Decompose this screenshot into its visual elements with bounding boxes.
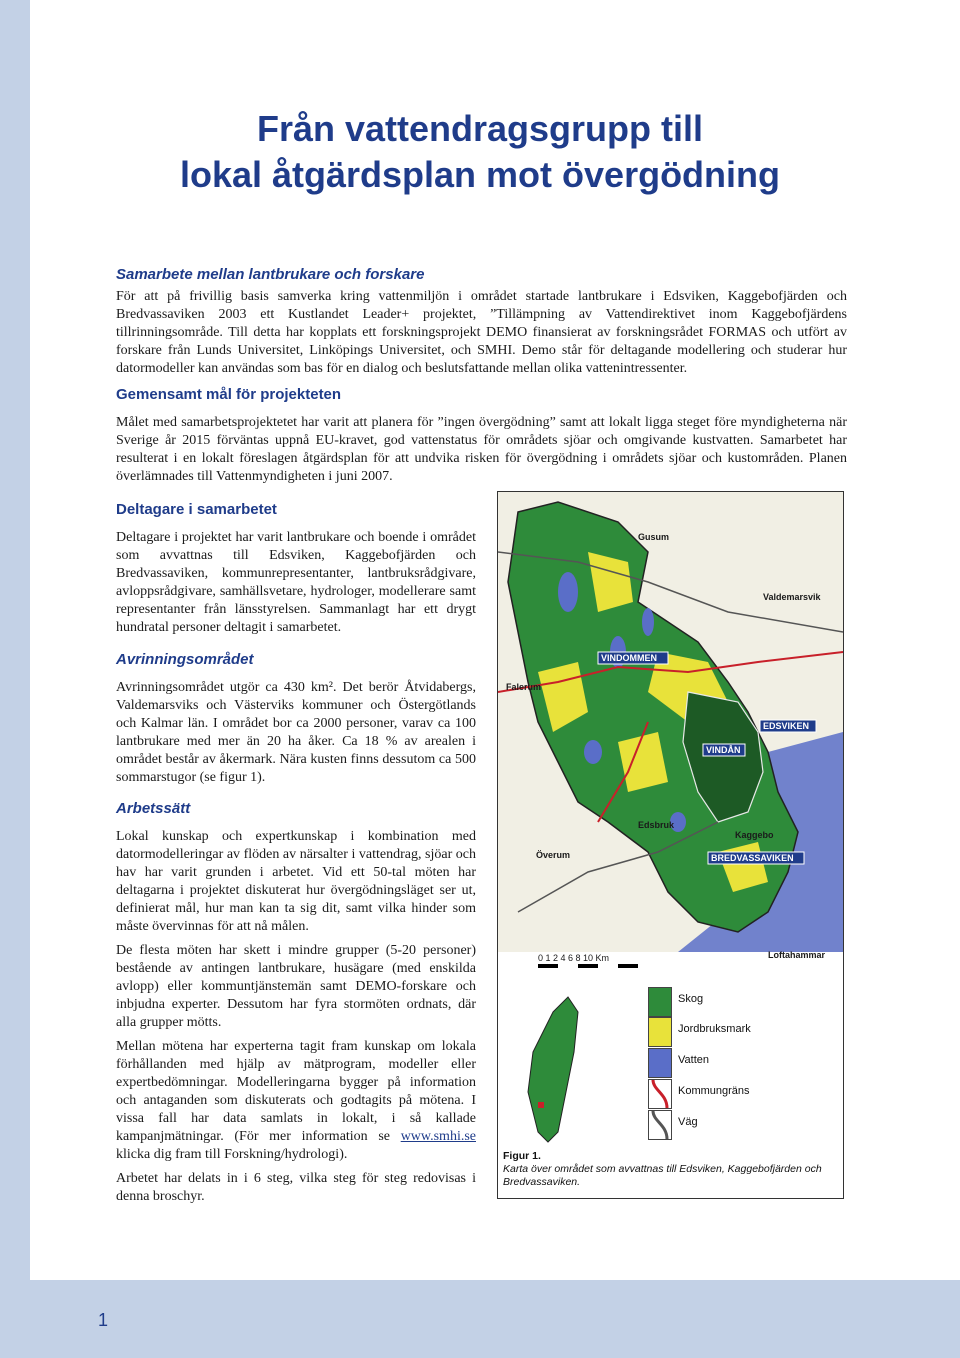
paragraph-arbetssatt-2: De flesta möten har skett i mindre grupper (5-20 personer) bestående av antingen lantbrukare, husägare (med enskilda avlopp) eller kommuntjänstemän samt DEMO-forskare och inbjudna experter. Dessutom har fyra stormöten ordnats, där alla grupper mötts.: [116, 943, 476, 1030]
legend-label-skog: Skog: [678, 993, 704, 1005]
title-line-1: Från vattendragsgrupp till: [256, 108, 704, 149]
heading-samarbete: Samarbete mellan lantbrukare och forskare: [116, 266, 425, 283]
label-falerum: Falerum: [506, 682, 542, 692]
legend-label-vatten: Vatten: [678, 1054, 709, 1066]
paragraph-arbetssatt-1: Lokal kunskap och expertkunskap i kombination med datormodelleringar av flöden av närsalter i vattendrag, sjöar och hav har varit grunden i arbetet. Vid ett 50-tal möten har deltagarna i projektet diskuterat hur övergödningsläget ser ut, definierat mål, hur man kan ta sig dit, samt vilka hinder som måste övervinnas för att nå målen.: [116, 829, 476, 934]
paragraph-arbetssatt-3-end: klicka dig fram till Forskning/hydrologi).: [116, 1147, 348, 1162]
heading-arbetssatt: Arbetssätt: [116, 800, 191, 817]
heading-avrinningsomradet: Avrinningsområdet: [116, 651, 254, 668]
legend-label-kommungrans: Kommungräns: [678, 1085, 750, 1097]
page-title: [110, 106, 850, 198]
figure-map: [497, 491, 844, 1199]
smhi-link[interactable]: www.smhi.se: [400, 1129, 476, 1144]
heading-gemensamt: Gemensamt mål för projekteten: [116, 386, 342, 403]
paragraph-arbetssatt-3: [116, 1038, 476, 1164]
scale-bar-label: 0 1 2 4 6 8 10 Km: [538, 953, 610, 963]
label-loftahammar: Loftahammar: [768, 950, 826, 960]
paragraph-samarbete: För att på frivillig basis samverka kring vattenmiljön i området startade lantbrukare i Edsviken, Kaggebofjärden och Bredvassaviken 2003 ett Kustlandet Leader+ projektet, ”Tillämpning av Vattendirektivet inom Kaggebofjärdens tillrinningsområde. Till detta har kopplats ett forskningsprojekt DEMO finansierat av forskningsrådet FORMAS och utfört av forskare från Lunds Universitet, Linköpings Universitet, och SMHI. Demo står för deltagande modellering och studerar hur datormodeller kan användas som bas för en dialog och beslutsfattande mellan olika vattenintressenter.: [116, 289, 847, 376]
legend-label-vag: Väg: [678, 1116, 698, 1128]
figure-caption: [503, 1150, 833, 1189]
legend-swatch-vag: [648, 1110, 672, 1140]
label-bredvassaviken: BREDVASSAVIKEN: [711, 853, 794, 863]
label-gusum: Gusum: [638, 532, 670, 542]
footer-band: [30, 1280, 960, 1358]
legend-label-jordbruksmark: Jordbruksmark: [678, 1023, 751, 1035]
paragraph-gemensamt: Målet med samarbetsprojektetet har varit att planera för ”ingen övergödning” samt att lokalt ligga steget före myndigheterna när Sverige år 2015 förväntas uppnå EU-kravet, god vattenstatus för områdets sjöar och omgivande kustvatten. Samarbetet har resulterat i en lokalt föreslagen åtgärdsplan för att undvika risken för övergödning i områdets sjöar och kustområden. Planen överlämnades till Vattenmyndigheten i juni 2007.: [116, 415, 847, 484]
label-kaggebo: Kaggebo: [735, 830, 774, 840]
figure-caption-text: Karta över området som avvattnas till Edsviken, Kaggebofjärden och Bredvassaviken.: [503, 1163, 822, 1188]
paragraph-deltagare: Deltagare i projektet har varit lantbrukare och boende i området som avvattnas till Edsviken, Kaggebofjärden och Bredvassaviken, kommunrepresentanter, lantbruksrådgivare, avloppsrådgivare, samhällsvetare, hydrologer, modellerare samt representanter från länsstyrelsen. Sammanlagt har ett drygt hundratal personer deltagit i samarbetet.: [116, 530, 476, 635]
paragraph-arbetssatt-4: Arbetet har delats in i 6 steg, vilka steg för steg redovisas i denna broschyr.: [116, 1171, 476, 1204]
label-overum: Överum: [536, 850, 571, 860]
legend-swatch-skog: [648, 987, 672, 1017]
figure-caption-label: Figur 1.: [503, 1150, 541, 1162]
label-valdemarsvik: Valdemarsvik: [763, 592, 821, 602]
paragraph-avrinningsomradet: Avrinningsområdet utgör ca 430 km². Det berör Åtvidabergs, Valdemarsviks och Västerviks kommuner och Östergötlands och Kalmar län. I området bor ca 2000 personer, varav ca 100 lantbrukare med mer än 20 ha åker. Ca 18 % av arealen i området består av åkermark. Nära kusten finns dessutom ca 500 sommarstugor (se figur 1).: [116, 680, 476, 785]
label-edsviken: EDSVIKEN: [763, 721, 810, 731]
title-line-2: lokal åtgärdsplan mot övergödning: [179, 154, 781, 195]
paragraph-arbetssatt-3-text: Mellan mötena har experterna tagit fram kunskap om lokala förhållanden med hjälp av mätprogram, modeller eller expertbedömningar. Modelleringarna bygger på information och antaganden som diskuterats och godtagits på mötena. I vissa fall har data samlats in lokalt, i så kallade kampanjmätningar. (För mer information se: [116, 1039, 476, 1144]
label-edsbruk: Edsbruk: [638, 820, 675, 830]
label-vindan: VINDÅN: [706, 745, 741, 755]
legend-swatch-jordbruksmark: [648, 1017, 672, 1047]
page-number: 1: [98, 1310, 109, 1330]
label-vindommen: VINDOMMEN: [601, 653, 657, 663]
legend-swatch-vatten: [648, 1048, 672, 1078]
heading-deltagare: Deltagare i samarbetet: [116, 501, 277, 518]
legend-swatch-kommungrans: [648, 1079, 672, 1109]
